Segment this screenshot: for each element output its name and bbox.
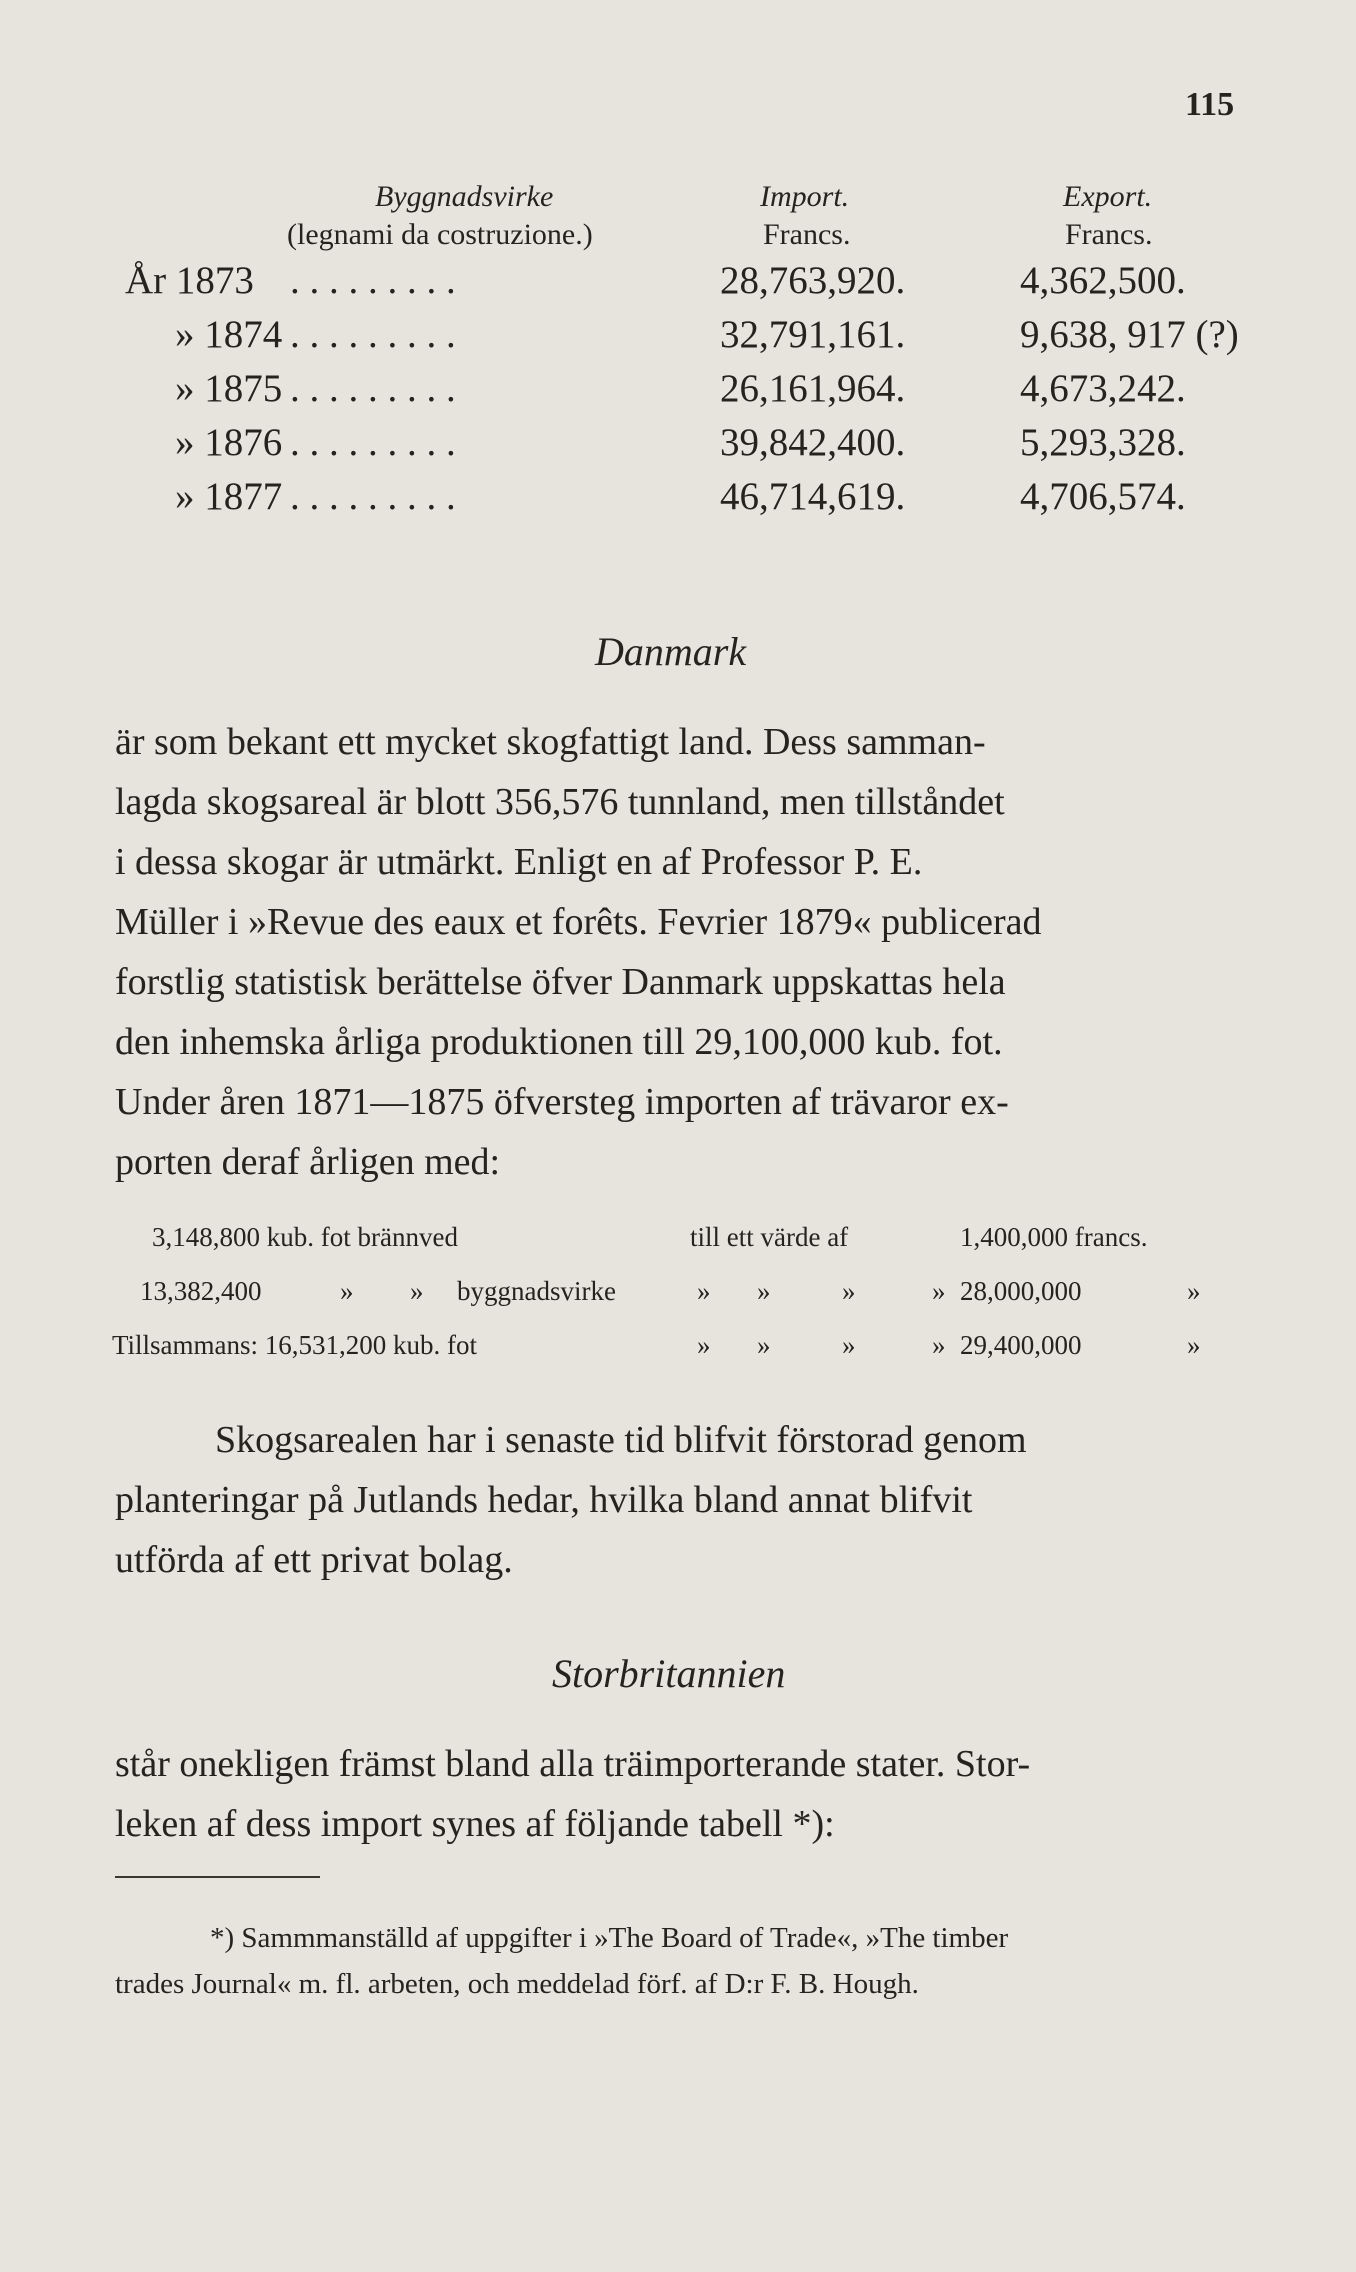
row-value-label: till ett värde af — [690, 1222, 849, 1252]
row-import: 28,763,920. — [720, 259, 906, 302]
section-title-danmark: Danmark — [595, 629, 747, 674]
footnote-line: *) Sammmanställd af uppgifter i »The Board of Trade«, »The timber — [210, 1922, 1009, 1954]
row-import: 32,791,161. — [720, 313, 906, 356]
row-quantity: 3,148,800 kub. fot brännved — [152, 1222, 458, 1252]
page-number: 115 — [1185, 86, 1235, 123]
header-import-currency: Francs. — [763, 218, 851, 251]
row-dots: . . . . . . . . . — [290, 313, 456, 356]
text-line: är som bekant ett mycket skogfattigt land. Dess samman- — [115, 721, 986, 763]
ditto-mark: » — [340, 1276, 354, 1306]
table-header — [115, 180, 1255, 258]
text-line: lagda skogsareal är blott 356,576 tunnland, men tillståndet — [115, 781, 1005, 823]
ditto-mark: » — [932, 1276, 946, 1306]
row-quantity: 13,382,400 — [140, 1276, 262, 1306]
text-line: den inhemska årliga produktionen till 29,100,000 kub. fot. — [115, 1021, 1003, 1063]
text-line: leken af dess import synes af följande tabell *): — [115, 1803, 835, 1845]
row-export: 4,706,574. — [1020, 475, 1186, 518]
footnote — [115, 1915, 1240, 2007]
header-category-italian: (legnami da costruzione.) — [287, 218, 593, 251]
text-line: forstlig statistisk berättelse öfver Danmark uppskattas hela — [115, 961, 1006, 1003]
row-label: byggnadsvirke — [457, 1276, 616, 1306]
footnote-divider — [115, 1876, 320, 1878]
table-row — [112, 1222, 1222, 1276]
row-dots: . . . . . . . . . — [290, 367, 456, 410]
table-row — [112, 1276, 1222, 1330]
danmark-paragraph — [115, 712, 1240, 1192]
text-line: planteringar på Jutlands hedar, hvilka bland annat blifvit — [115, 1479, 973, 1521]
text-line: står onekligen främst bland alla träimporterande stater. Stor- — [115, 1743, 1031, 1785]
ditto-mark: » — [1187, 1276, 1201, 1306]
ditto-mark: » — [842, 1276, 856, 1306]
text-line: Under åren 1871—1875 öfversteg importen af trävaror ex- — [115, 1081, 1009, 1123]
ditto-mark: » — [697, 1276, 711, 1306]
storbritannien-paragraph — [115, 1734, 1240, 1854]
row-value: 28,000,000 — [960, 1276, 1082, 1306]
row-export: 4,673,242. — [1020, 367, 1186, 410]
row-dots: . . . . . . . . . — [290, 475, 456, 518]
ditto-mark: » — [932, 1330, 946, 1360]
table-row — [112, 1330, 1222, 1384]
row-export: 4,362,500. — [1020, 259, 1186, 302]
text-line: utförda af ett privat bolag. — [115, 1539, 513, 1581]
skogsarealen-paragraph — [115, 1410, 1240, 1590]
ditto-mark: » — [697, 1330, 711, 1360]
footnote-line: trades Journal« m. fl. arbeten, och meddelad förf. af D:r F. B. Hough. — [115, 1968, 919, 2000]
table-row — [115, 258, 1255, 312]
row-export: 5,293,328. — [1020, 421, 1186, 464]
wood-excess-table — [112, 1222, 1222, 1384]
text-line: porten deraf årligen med: — [115, 1141, 501, 1183]
row-year: År 1873 — [125, 259, 254, 302]
table-row — [115, 474, 1255, 528]
section-title-storbritannien: Storbritannien — [552, 1651, 786, 1696]
table-row — [115, 420, 1255, 474]
header-export-currency: Francs. — [1065, 218, 1153, 251]
table-row — [115, 312, 1255, 366]
import-export-table — [115, 180, 1255, 528]
row-dots: . . . . . . . . . — [290, 421, 456, 464]
row-import: 26,161,964. — [720, 367, 906, 410]
row-import: 46,714,619. — [720, 475, 906, 518]
ditto-mark: » — [410, 1276, 424, 1306]
row-year: » 1875 — [175, 367, 283, 410]
row-export: 9,638, 917 (?) — [1020, 313, 1239, 356]
row-total-quantity: Tillsammans: 16,531,200 kub. fot — [112, 1330, 478, 1360]
row-import: 39,842,400. — [720, 421, 906, 464]
ditto-mark: » — [842, 1330, 856, 1360]
row-year: » 1877 — [175, 475, 283, 518]
row-year: » 1876 — [175, 421, 283, 464]
row-value: 1,400,000 francs. — [960, 1222, 1148, 1252]
text-line: Skogsarealen har i senaste tid blifvit förstorad genom — [215, 1419, 1027, 1461]
ditto-mark: » — [1187, 1330, 1201, 1360]
ditto-mark: » — [757, 1330, 771, 1360]
row-year: » 1874 — [175, 313, 283, 356]
row-total-value: 29,400,000 — [960, 1330, 1082, 1360]
ditto-mark: » — [757, 1276, 771, 1306]
header-import: Import. — [760, 180, 850, 213]
header-export: Export. — [1063, 180, 1153, 213]
row-dots: . . . . . . . . . — [290, 259, 456, 302]
text-line: i dessa skogar är utmärkt. Enligt en af Professor P. E. — [115, 841, 923, 883]
header-category: Byggnadsvirke — [375, 180, 554, 213]
table-row — [115, 366, 1255, 420]
text-line: Müller i »Revue des eaux et forêts. Fevrier 1879« publicerad — [115, 901, 1042, 943]
